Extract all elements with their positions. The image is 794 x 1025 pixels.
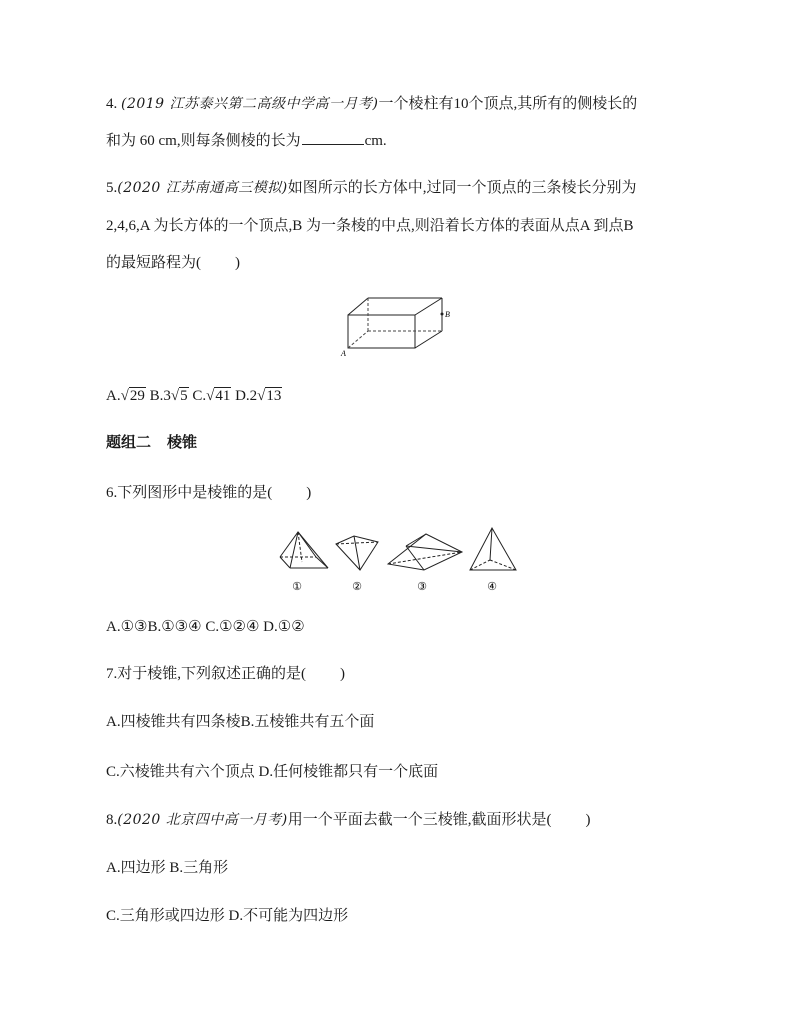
q5-option-b-radicand: 5 [180,388,188,404]
fig-label-a: A [341,349,346,358]
q5-text-c1: 的最短路程为( [106,255,201,271]
q4-answer-blank [302,130,364,145]
q8-number: 8. [106,812,118,828]
q5-text-c2: ) [235,255,240,271]
q7-options-cd [106,762,438,782]
q8-text-2: ) [585,812,591,828]
q5-line-2 [106,216,634,236]
q5-option-a-radicand: 29 [129,388,145,404]
q5-line-3 [106,253,240,273]
q4-text-b1: 和为 60 cm,则每条侧棱的长为 [106,133,301,149]
q7-stem [106,664,345,684]
q6-stem [106,483,311,503]
q8-options-ab [106,858,228,878]
q5-option-d-label: D.2 [235,388,258,404]
q5-option-a-label: A. [106,388,121,404]
q6-text-1: 6.下列图形中是棱锥的是( [106,485,273,501]
fig-label-4: ④ [487,581,497,593]
fig-label-3: ③ [417,581,427,593]
q7-options-cd-text: C.六棱锥共有六个顶点 D.任何棱锥都只有一个底面 [106,764,439,780]
q5-option-c-radicand: 41 [215,388,231,404]
q5-option-d-radicand: 13 [266,388,282,404]
q8-source: (2020 北京四中高一月考) [117,812,288,828]
pyramids-figure [276,524,520,596]
pyramid-figure-3 [388,534,462,570]
q5-option-a-sqrt: √29 [120,388,145,404]
cuboid-figure [336,294,462,360]
q4-text-a: 一个棱柱有10个顶点,其所有的侧棱长的 [378,96,638,112]
q4-line-1 [106,94,637,114]
q4-number: 4. [106,96,118,112]
q7-options-ab [106,712,374,732]
q5-options [106,386,282,406]
fig-label-b: B [445,310,450,319]
fig-label-2: ② [352,581,362,593]
q7-text-1: 7.对于棱锥,下列叙述正确的是( [106,666,306,682]
q8-options-cd-text: C.三角形或四边形 D.不可能为四边形 [106,908,349,924]
pyramid-figure-4 [470,528,516,570]
q5-text-b: 2,4,6,A 为长方体的一个顶点,B 为一条棱的中点,则沿着长方体的表面从点A 到点B [106,218,634,234]
q5-line-1 [106,178,637,198]
q4-text-b2: cm. [364,133,387,149]
q8-stem [106,810,591,830]
q5-text-a: 如图所示的长方体中,过同一个顶点的三条棱长分别为 [287,180,637,196]
q5-source: (2020 江苏南通高三模拟) [117,180,288,196]
q7-text-2: ) [340,666,345,682]
section-topic: 棱锥 [167,435,198,451]
q8-options-cd [106,906,348,926]
pyramid-figure-1 [280,532,328,568]
point-b-marker [441,313,444,316]
q6-options-text: A.①③B.①③④ C.①②④ D.①② [106,619,305,635]
q8-text-1: 用一个平面去截一个三棱锥,截面形状是( [287,812,552,828]
q7-options-ab-text: A.四棱锥共有四条棱B.五棱锥共有五个面 [106,714,375,730]
q5-option-d-sqrt: √13 [257,388,282,404]
q4-source: (2019 江苏泰兴第二高级中学高一月考) [121,96,379,112]
q5-option-b-label: B.3 [149,388,171,404]
q5-number: 5. [106,180,118,196]
q6-text-2: ) [306,485,312,501]
q5-option-c-label: C. [192,388,207,404]
fig-label-1: ① [292,581,302,593]
q5-option-b-sqrt: √5 [170,388,188,404]
pyramid-figure-2 [336,536,378,570]
q5-option-c-sqrt: √41 [206,388,231,404]
q6-options [106,617,305,637]
section-heading [106,433,197,453]
section-title: 题组二 [106,435,152,451]
q8-options-ab-text: A.四边形 B.三角形 [106,860,229,876]
q4-line-2 [106,130,387,151]
